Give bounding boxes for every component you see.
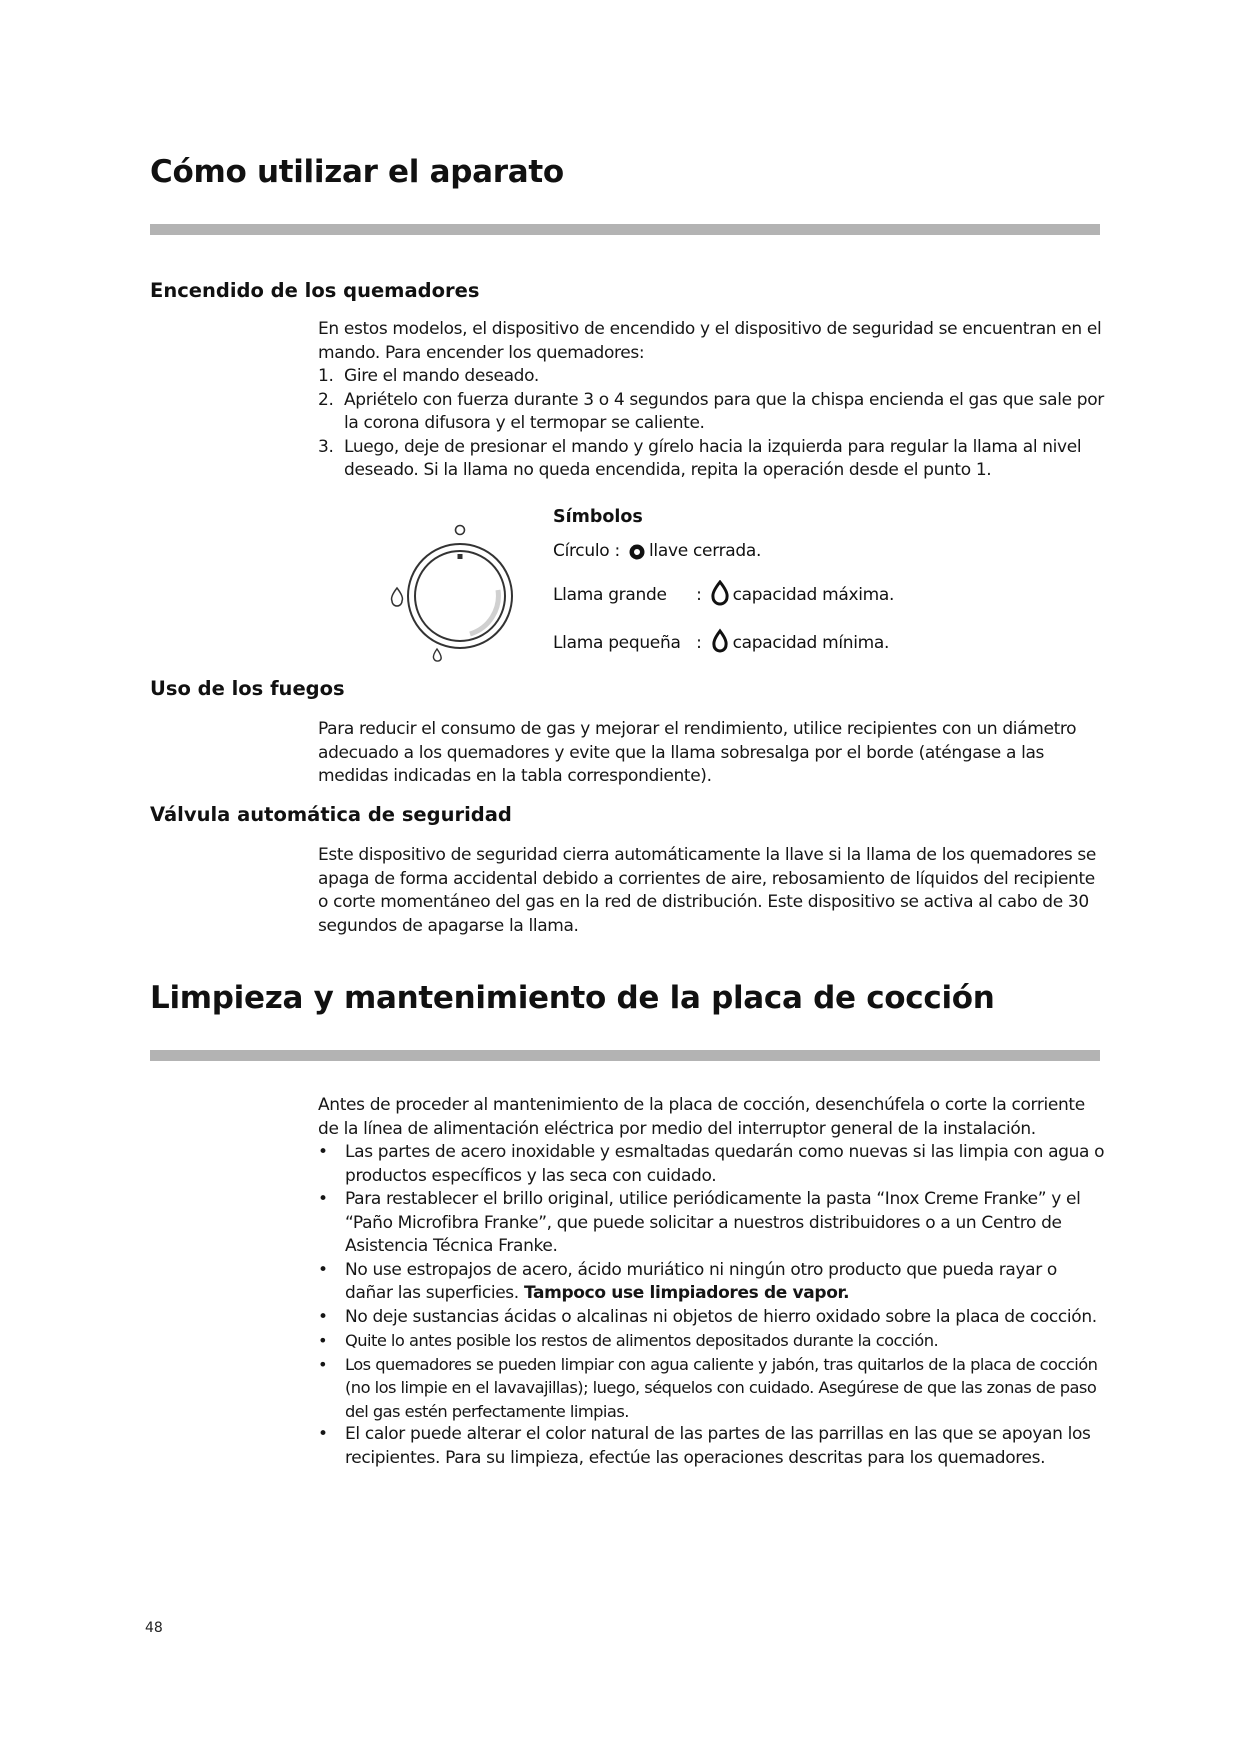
symbol-separator: : (691, 633, 707, 653)
symbol-label: Llama pequeña (553, 633, 681, 653)
step-text: Luego, deje de presionar el mando y gírelo hacia la izquierda para regular la llama al nivel deseado. Si la llama no queda encendida, repita la operación desde el punto 1. (344, 436, 1082, 480)
section-divider (150, 224, 1100, 235)
heading-ignition: Encendido de los quemadores (150, 279, 480, 302)
large-flame-icon (709, 580, 731, 606)
list-item (318, 1188, 1108, 1259)
ignition-intro: En estos modelos, el dispositivo de encendido y el dispositivo de seguridad se encuentran en el mando. Para encender los quemadores: (318, 319, 1102, 363)
cleaning-bullets (318, 1141, 1108, 1470)
bullet-icon: • (318, 1424, 328, 1444)
knob-inner-ring-icon (415, 551, 505, 641)
page-number: 48 (145, 1620, 163, 1636)
ignition-body (318, 318, 1108, 483)
bullet-icon: • (318, 1331, 328, 1350)
small-flame-position-icon (433, 649, 441, 661)
knob-shade-icon (470, 590, 498, 634)
bullet-bold-text: Tampoco use limpiadores de vapor. (523, 1283, 850, 1303)
closed-position-icon (456, 526, 465, 535)
list-item (318, 1329, 1108, 1353)
list-item (318, 1306, 1108, 1330)
bullet-text: Los quemadores se pueden limpiar con agua caliente y jabón, tras quitarlos de la placa de cocción (no los limpie en el lavavajillas); luego, séquelos con cuidado. Asegúrese de que las zonas de paso del gas estén perfectamente limpias. (345, 1354, 1098, 1421)
list-item (318, 1353, 1108, 1424)
valve-text: Este dispositivo de seguridad cierra automáticamente la llave si la llama de los quemadores se apaga de forma accidental debido a corrientes de aire, rebosamiento de líquidos del recipiente o corte momentáneo del gas en la red de distribución. Este dispositivo se activa al cabo de 30 segundos de apagarse la llama. (318, 845, 1097, 936)
bullet-icon: • (318, 1306, 328, 1327)
burner-knob-illustration (370, 518, 550, 668)
step-number: 3. (318, 436, 334, 457)
symbol-separator: : (609, 541, 625, 561)
symbol-desc: capacidad máxima. (732, 585, 895, 605)
symbol-label: Círculo (553, 541, 610, 561)
section-divider (150, 1050, 1100, 1061)
bullet-icon: • (318, 1259, 328, 1280)
closed-circle-icon (627, 542, 647, 562)
bullet-text: No use estropajos de acero, ácido muriático ni ningún otro producto que pueda rayar o dañar las superficies. (345, 1259, 1057, 1303)
usage-text: Para reducir el consumo de gas y mejorar el rendimiento, utilice recipientes con un diámetro adecuado a los quemadores y evite que la llama sobresalga por el borde (aténgase a las medidas indicadas en la tabla correspondiente). (318, 719, 1077, 786)
step-number: 2. (318, 389, 334, 410)
bullet-text: Quite lo antes posible los restos de alimentos depositados durante la cocción. (345, 1331, 939, 1350)
symbol-separator: : (691, 585, 707, 605)
cleaning-intro: Antes de proceder al mantenimiento de la placa de cocción, desenchúfela o corte la corriente de la línea de alimentación eléctrica por medio del interruptor general de la instalación. (318, 1095, 1085, 1139)
symbols-title: Símbolos (553, 507, 643, 527)
list-item (318, 436, 1108, 483)
cleaning-body (318, 1094, 1108, 1470)
list-item (318, 389, 1108, 436)
list-item (318, 1259, 1108, 1306)
bullet-icon: • (318, 1142, 328, 1162)
usage-body (318, 718, 1108, 789)
large-flame-position-icon (392, 588, 403, 606)
small-flame-icon (709, 628, 731, 654)
bullet-text: Para restablecer el brillo original, utilice periódicamente la pasta “Inox Creme Franke” y el “Paño Microfibra Franke”, que puede solicitar a nuestros distribuidores o a un Centro de Asistencia Técnica Franke. (345, 1189, 1081, 1256)
symbol-desc: capacidad mínima. (732, 633, 890, 653)
bullet-text: No deje sustancias ácidas o alcalinas ni objetos de hierro oxidado sobre la placa de cocción. (345, 1306, 1097, 1327)
list-item (318, 1141, 1108, 1188)
ignition-steps (318, 365, 1108, 483)
list-item (318, 1423, 1108, 1470)
step-text: Gire el mando deseado. (344, 366, 539, 386)
step-number: 1. (318, 366, 334, 386)
bullet-text: Las partes de acero inoxidable y esmaltadas quedarán como nuevas si las limpia con agua o productos específicos y las seca con cuidado. (345, 1142, 1105, 1186)
symbol-label: Llama grande (553, 585, 667, 605)
section-title-cleaning: Limpieza y mantenimiento de la placa de cocción (150, 980, 995, 1016)
section-title-usage: Cómo utilizar el aparato (150, 154, 564, 190)
symbol-desc: llave cerrada. (649, 541, 762, 561)
symbol-row-large-flame (553, 580, 894, 606)
knob-marker-icon (458, 554, 463, 559)
list-item (318, 365, 1108, 389)
bullet-icon: • (318, 1189, 328, 1209)
symbol-row-small-flame (553, 628, 889, 654)
symbol-row-closed (553, 541, 761, 562)
bullet-icon: • (318, 1354, 328, 1374)
bullet-text: El calor puede alterar el color natural de las partes de las parrillas en las que se apoyan los recipientes. Para su limpieza, efectúe las operaciones descritas para los quemadores. (345, 1424, 1091, 1468)
step-text: Apriételo con fuerza durante 3 o 4 segundos para que la chispa encienda el gas que sale por la corona difusora y el termopar se caliente. (344, 389, 1104, 433)
heading-usage: Uso de los fuegos (150, 677, 345, 700)
valve-body (318, 844, 1108, 938)
heading-safety-valve: Válvula automática de seguridad (150, 803, 512, 826)
